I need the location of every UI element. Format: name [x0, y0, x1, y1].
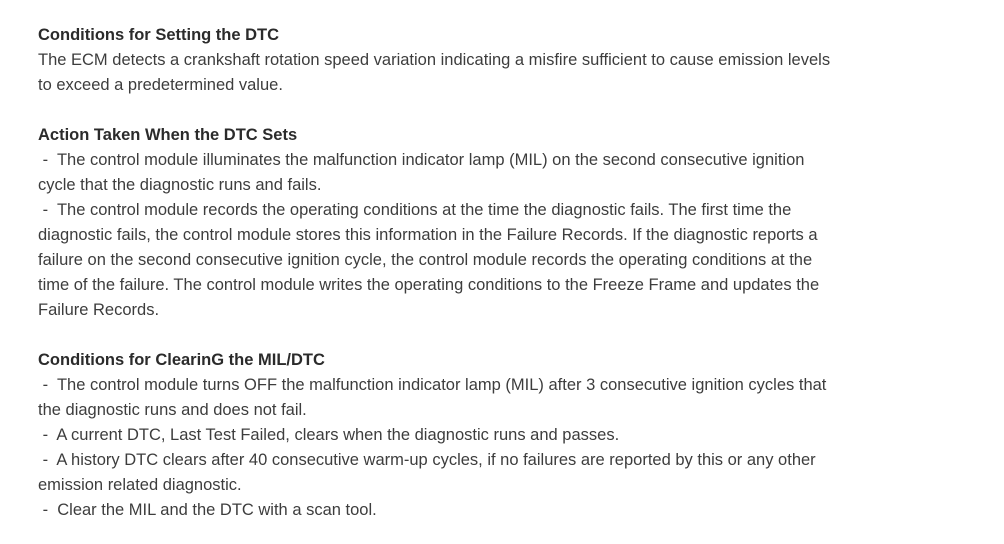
bullet-marker: - [38, 151, 57, 169]
list-item [38, 373, 838, 423]
list-item-text: The control module turns OFF the malfunction indicator lamp (MIL) after 3 consecutive ignition cycles that the diagnostic runs and does not fail. [38, 376, 827, 419]
list-item [38, 148, 838, 198]
section-heading: Conditions for ClearinG the MIL/DTC [38, 351, 325, 369]
bullet-marker: - [38, 376, 57, 394]
bullet-marker: - [38, 201, 57, 219]
list-item [38, 498, 838, 523]
section-paragraph: The ECM detects a crankshaft rotation speed variation indicating a misfire sufficient to cause emission levels to exceed a predetermined value. [38, 51, 831, 94]
list-item-text: A history DTC clears after 40 consecutive warm-up cycles, if no failures are reported by this or any other emission related diagnostic. [38, 451, 816, 494]
bullet-marker: - [38, 451, 57, 469]
list-item-text: The control module illuminates the malfunction indicator lamp (MIL) on the second consecutive ignition cycle that the diagnostic runs and fails. [38, 151, 805, 194]
bullet-marker: - [38, 426, 57, 444]
list-item [38, 198, 838, 323]
list-item-text: Clear the MIL and the DTC with a scan tool. [57, 501, 377, 519]
section-clearing-conditions [38, 348, 838, 523]
list-item [38, 423, 838, 448]
list-item [38, 448, 838, 498]
section-setting-conditions [38, 23, 838, 98]
section-heading: Conditions for Setting the DTC [38, 26, 280, 44]
bullet-marker: - [38, 501, 58, 519]
list-item-text: The control module records the operating conditions at the time the diagnostic fails. The first time the diagnostic fails, the control module stores this information in the Failure Records. If the diagnostic reports a failure on the second consecutive ignition cycle, the control module records the operating conditions at the time of the failure. The control module writes the operating conditions to the Freeze Frame and updates the Failure Records. [38, 201, 820, 319]
document-content [38, 23, 838, 523]
list-item-text: A current DTC, Last Test Failed, clears when the diagnostic runs and passes. [56, 426, 620, 444]
section-heading: Action Taken When the DTC Sets [38, 126, 298, 144]
section-action-taken [38, 123, 838, 323]
